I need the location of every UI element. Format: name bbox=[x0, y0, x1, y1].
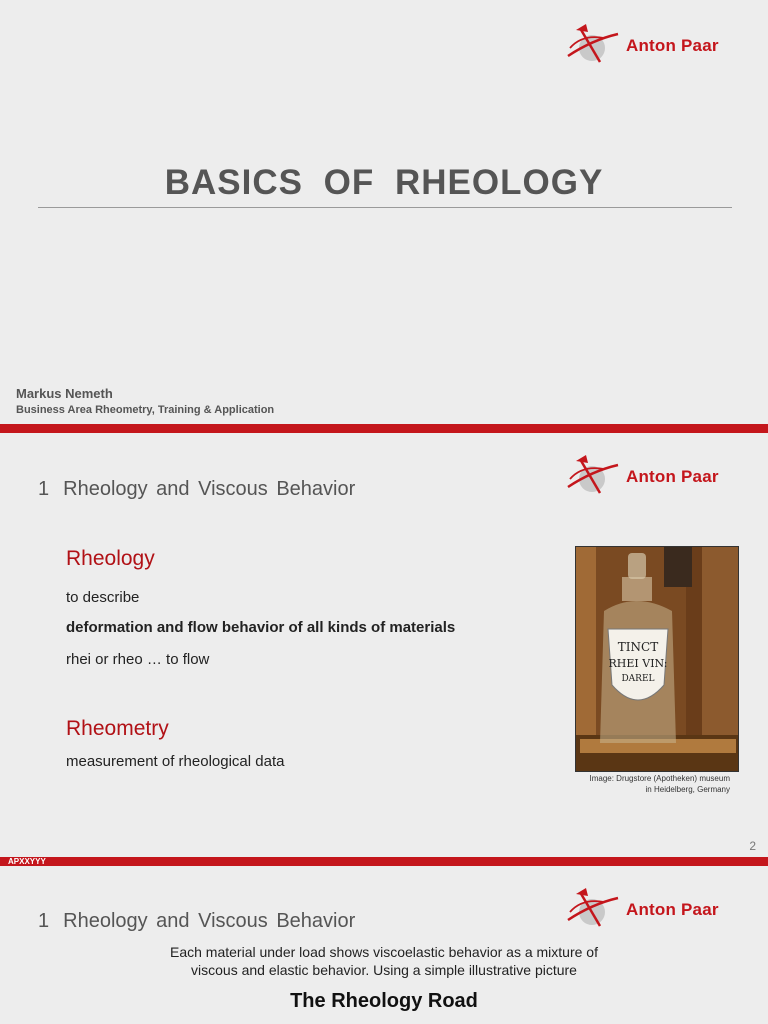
logo-text: Anton Paar bbox=[626, 36, 719, 55]
intro-line2: viscous and elastic behavior. Using a simple illustrative picture bbox=[191, 962, 577, 978]
page-number: 2 bbox=[749, 839, 756, 853]
section-title: Rheology and Viscous Behavior bbox=[63, 478, 356, 500]
logo-text: Anton Paar bbox=[626, 467, 719, 486]
logo-icon bbox=[566, 453, 620, 501]
slide-divider-bar bbox=[0, 424, 768, 433]
section-number: 1 bbox=[38, 910, 50, 932]
text-rhei: rhei or rheo … to flow bbox=[66, 651, 210, 668]
author-department: Business Area Rheometry, Training & Application bbox=[16, 404, 275, 416]
anton-paar-logo bbox=[566, 453, 719, 501]
logo-icon bbox=[566, 22, 620, 70]
slide-footer-bar bbox=[0, 857, 768, 866]
author-name: Markus Nemeth bbox=[16, 386, 113, 401]
section-title: Rheology and Viscous Behavior bbox=[63, 910, 356, 932]
bottle-label-line1: TINCT bbox=[617, 640, 659, 654]
presentation-title: BASICS OF RHEOLOGY bbox=[164, 163, 604, 202]
title-slide bbox=[0, 0, 768, 424]
bottle-label-line2: RHEI VIN: bbox=[608, 657, 668, 670]
section-heading bbox=[38, 910, 355, 933]
heading-rheology: Rheology bbox=[66, 547, 155, 570]
logo-text: Anton Paar bbox=[626, 900, 719, 919]
text-describe: to describe bbox=[66, 589, 140, 606]
text-deformation: deformation and flow behavior of all kinds of materials bbox=[66, 619, 456, 636]
footer-code: APXXYYY bbox=[8, 857, 46, 866]
logo-icon bbox=[566, 886, 620, 934]
title-divider bbox=[38, 207, 732, 208]
text-measurement: measurement of rheological data bbox=[66, 753, 285, 770]
content-slide-rheology-road bbox=[0, 866, 768, 1024]
rheology-road-title: The Rheology Road bbox=[290, 990, 478, 1012]
photo-caption-line1: Image: Drugstore (Apotheken) museum bbox=[589, 774, 730, 783]
anton-paar-logo bbox=[566, 886, 719, 934]
photo-caption-line2: in Heidelberg, Germany bbox=[645, 785, 730, 794]
bottle-label-line3: DAREL bbox=[621, 674, 655, 684]
section-number: 1 bbox=[38, 478, 50, 500]
anton-paar-logo bbox=[566, 22, 719, 70]
heading-rheometry: Rheometry bbox=[66, 717, 169, 740]
content-slide-rheology bbox=[0, 433, 768, 857]
section-heading bbox=[38, 478, 355, 501]
intro-line1: Each material under load shows viscoelastic behavior as a mixture of bbox=[170, 944, 598, 960]
apothecary-bottle-photo bbox=[575, 546, 739, 772]
